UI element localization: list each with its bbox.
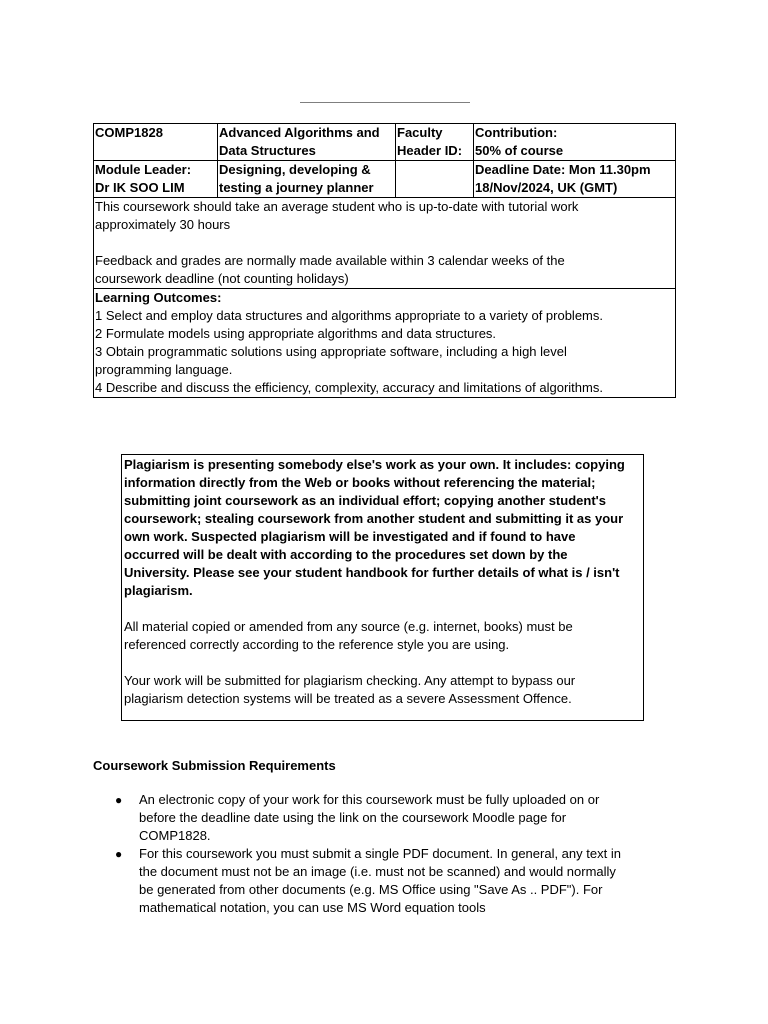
module-leader-label: Module Leader: [95, 162, 192, 177]
module-leader-cell [94, 161, 218, 198]
faculty-header-value-cell [396, 161, 474, 198]
paragraph-gap [124, 654, 641, 672]
requirement-line: mathematical notation, you can use MS Word equation tools [139, 900, 486, 915]
deadline-line: Deadline Date: Mon 11.30pm [475, 162, 651, 177]
bullet-icon: ● [115, 793, 123, 807]
submission-requirements-list [113, 791, 673, 917]
feedback-line: coursework deadline (not counting holidays) [95, 271, 349, 286]
leader-row [94, 161, 676, 198]
contribution-cell [474, 124, 676, 161]
learning-outcomes-heading: Learning Outcomes: [95, 290, 222, 305]
module-row [94, 124, 676, 161]
contribution-label: Contribution: [475, 125, 558, 140]
faculty-header-label: Header ID: [397, 143, 463, 158]
plagiarism-checking-line: plagiarism detection systems will be treated as a severe Assessment Offence. [124, 691, 572, 706]
coursework-task-line: testing a journey planner [219, 180, 374, 195]
plagiarism-definition-line: own work. Suspected plagiarism will be investigated and if found to have [124, 529, 576, 544]
coursework-task-line: Designing, developing & [219, 162, 371, 177]
referencing-line: All material copied or amended from any source (e.g. internet, books) must be [124, 619, 573, 634]
bullet-icon: ● [115, 847, 123, 861]
feedback-line: Feedback and grades are normally made available within 3 calendar weeks of the [95, 253, 565, 268]
plagiarism-notice-box [121, 454, 644, 721]
deadline-cell [474, 161, 676, 198]
submission-requirements-heading: Coursework Submission Requirements [93, 758, 336, 773]
requirement-line: the document must not be an image (i.e. must not be scanned) and would normally [139, 864, 616, 879]
module-code-cell [94, 124, 218, 161]
plagiarism-checking-line: Your work will be submitted for plagiarism checking. Any attempt to bypass our [124, 673, 576, 688]
plagiarism-definition-line: submitting joint coursework as an individual effort; copying another student's [124, 493, 606, 508]
requirement-line: An electronic copy of your work for this coursework must be fully uploaded on or [139, 792, 600, 807]
coursework-task-cell [218, 161, 396, 198]
list-item [113, 791, 673, 845]
plagiarism-definition-line: coursework; stealing coursework from another student and submitting it as your [124, 511, 624, 526]
plagiarism-definition-line: Plagiarism is presenting somebody else's work as your own. It includes: copying [124, 457, 625, 472]
learning-outcomes-cell [94, 289, 676, 398]
workload-line: This coursework should take an average student who is up-to-date with tutorial work [95, 199, 579, 214]
plagiarism-definition-line: information directly from the Web or books without referencing the material; [124, 475, 596, 490]
paragraph-gap [95, 234, 674, 252]
learning-outcome-item: 4 Describe and discuss the efficiency, complexity, accuracy and limitations of algorithms. [95, 380, 603, 395]
deadline-line: 18/Nov/2024, UK (GMT) [475, 180, 618, 195]
workload-row [94, 198, 676, 289]
contribution-value: 50% of course [475, 143, 564, 158]
learning-outcome-item: programming language. [95, 362, 233, 377]
faculty-header-label: Faculty [397, 125, 443, 140]
module-info-table [93, 123, 676, 398]
learning-outcome-item: 3 Obtain programmatic solutions using appropriate software, including a high level [95, 344, 567, 359]
workload-line: approximately 30 hours [95, 217, 231, 232]
module-title-line: Data Structures [219, 143, 316, 158]
list-item [113, 845, 673, 917]
requirement-line: before the deadline date using the link on the coursework Moodle page for [139, 810, 567, 825]
learning-outcomes-row [94, 289, 676, 398]
module-title-cell [218, 124, 396, 161]
learning-outcome-item: 2 Formulate models using appropriate algorithms and data structures. [95, 326, 497, 341]
module-leader-name: Dr IK SOO LIM [95, 180, 185, 195]
workload-feedback-cell [94, 198, 676, 289]
module-title-line: Advanced Algorithms and [219, 125, 380, 140]
module-code: COMP1828 [95, 125, 163, 140]
plagiarism-definition-line: occurred will be dealt with according to the procedures set down by the [124, 547, 568, 562]
requirement-line: For this coursework you must submit a single PDF document. In general, any text in [139, 846, 621, 861]
paragraph-gap [124, 600, 641, 618]
plagiarism-definition-line: University. Please see your student handbook for further details of what is / isn't [124, 565, 620, 580]
learning-outcome-item: 1 Select and employ data structures and algorithms appropriate to a variety of problems. [95, 308, 603, 323]
requirement-line: COMP1828. [139, 828, 211, 843]
header-rule [300, 102, 470, 103]
plagiarism-definition-line: plagiarism. [124, 583, 193, 598]
requirement-line: be generated from other documents (e.g. MS Office using "Save As .. PDF"). For [139, 882, 603, 897]
referencing-line: referenced correctly according to the reference style you are using. [124, 637, 510, 652]
faculty-header-label-cell [396, 124, 474, 161]
